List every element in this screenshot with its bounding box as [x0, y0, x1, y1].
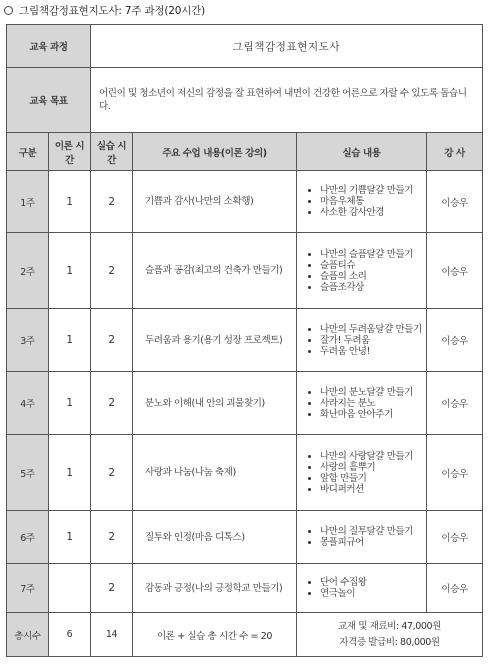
total-summary: 이론 + 실습 총 시간 수 = 20 — [133, 613, 297, 657]
materials-fee: 교재 및 재료비: 47,000원 — [338, 620, 441, 632]
topic: 감동과 긍정(나의 긍정학교 만들기) — [133, 564, 297, 613]
topic: 사랑과 나눔(나눔 축제) — [133, 435, 297, 511]
header-activities: 실습 내용 — [297, 133, 427, 171]
activity-item: • 나만의 분노달걀 만들기 — [320, 387, 423, 398]
activities-list — [300, 324, 423, 357]
week-label: 4주 — [7, 372, 49, 435]
header-practice-hours: 실습 시간 — [91, 133, 133, 171]
activities-cell — [297, 309, 427, 372]
table-row-week-2 — [7, 233, 483, 309]
instructor: 이승우 — [427, 564, 483, 613]
header-topic: 주요 수업 내용(이론 강의) — [133, 133, 297, 171]
topic: 분노와 이해(내 안의 괴물찾기) — [133, 372, 297, 435]
activities-cell — [297, 564, 427, 613]
course-row — [7, 25, 483, 68]
activity-item: • 슬픔티슈 — [320, 260, 423, 271]
practice-hours: 2 — [91, 372, 133, 435]
table-header-row — [7, 133, 483, 171]
week-label: 6주 — [7, 511, 49, 564]
fees-cell — [297, 613, 483, 657]
activity-item: • 나만의 두려움달걀 만들기 — [320, 324, 423, 335]
week-label: 7주 — [7, 564, 49, 613]
topic: 기쁨과 감사(나만의 소확행) — [133, 171, 297, 233]
practice-hours: 2 — [91, 564, 133, 613]
total-label: 총시수 — [7, 613, 49, 657]
activity-item: • 단어 수집왕 — [320, 577, 423, 588]
activities-cell — [297, 233, 427, 309]
activities-list — [300, 387, 423, 420]
theory-hours: 1 — [49, 511, 91, 564]
instructor: 이승우 — [427, 171, 483, 233]
instructor: 이승우 — [427, 435, 483, 511]
certificate-fee: 자격증 발급비: 80,000원 — [339, 636, 440, 648]
activity-item: • 화난마음 안아주기 — [320, 409, 423, 420]
practice-hours: 2 — [91, 511, 133, 564]
activities-list — [300, 526, 423, 548]
activity-item: • 사소한 감사안경 — [320, 207, 423, 218]
activity-item: • 나만의 기쁨달걀 만들기 — [320, 185, 423, 196]
activity-item: • 나만의 사랑달걀 만들기 — [320, 451, 423, 462]
goal-text: 어린이 및 청소년이 저신의 감정을 잘 표현하여 내면이 건강한 어른으로 자랄 수 있도록 돕습니다. — [91, 68, 483, 133]
activities-list — [300, 249, 423, 293]
total-practice: 14 — [91, 613, 133, 657]
activities-list — [300, 577, 423, 599]
activities-list — [300, 451, 423, 495]
instructor: 이승우 — [427, 309, 483, 372]
activity-item: • 나만의 질투달걀 만들기 — [320, 526, 423, 537]
activity-item: • 잘가! 두려움 — [320, 335, 423, 346]
week-label: 2주 — [7, 233, 49, 309]
header-week: 구분 — [7, 133, 49, 171]
instructor: 이승우 — [427, 233, 483, 309]
activities-cell — [297, 511, 427, 564]
week-label: 3주 — [7, 309, 49, 372]
table-row-week-5 — [7, 435, 483, 511]
page-title-text: 그림책감정표현지도사: 7주 과정(20시간) — [19, 4, 205, 17]
practice-hours: 2 — [91, 309, 133, 372]
total-row — [7, 613, 483, 657]
activity-item: • 사라지는 분노 — [320, 398, 423, 409]
course-label: 교육 과정 — [7, 25, 91, 68]
table-row-week-4 — [7, 372, 483, 435]
activity-item: • 바디퍼커션 — [320, 484, 423, 495]
instructor: 이승우 — [427, 511, 483, 564]
theory-hours: 1 — [49, 372, 91, 435]
activities-list — [300, 185, 423, 218]
total-theory: 6 — [49, 613, 91, 657]
course-name: 그림책감정표현지도사 — [91, 25, 483, 68]
theory-hours: 1 — [49, 435, 91, 511]
practice-hours: 2 — [91, 233, 133, 309]
activities-cell — [297, 372, 427, 435]
activity-item: • 몽플피규어 — [320, 537, 423, 548]
activity-item: • 사랑의 흩뿌기 — [320, 462, 423, 473]
topic: 질투와 인정(마음 디톡스) — [133, 511, 297, 564]
theory-hours: 1 — [49, 171, 91, 233]
theory-hours — [49, 564, 91, 613]
topic: 슬픔과 공감(최고의 건축가 만들기) — [133, 233, 297, 309]
activity-item: • 앞함 만들기 — [320, 473, 423, 484]
header-theory-hours: 이론 시간 — [49, 133, 91, 171]
table-row-week-1 — [7, 171, 483, 233]
table-row-week-6 — [7, 511, 483, 564]
goal-label: 교육 목표 — [7, 68, 91, 133]
header-instructor: 강 사 — [427, 133, 483, 171]
activity-item: • 슬픔조각상 — [320, 282, 423, 293]
activities-cell — [297, 435, 427, 511]
theory-hours: 1 — [49, 309, 91, 372]
theory-hours: 1 — [49, 233, 91, 309]
activity-item: • 두려움 안녕! — [320, 346, 423, 357]
circle-bullet-icon — [4, 6, 13, 15]
table-row-week-7 — [7, 564, 483, 613]
table-row-week-3 — [7, 309, 483, 372]
topic: 두려움과 용기(용기 성장 프로젝트) — [133, 309, 297, 372]
activity-item: • 연극놀이 — [320, 588, 423, 599]
activity-item: • 나만의 슬픔달걀 만들기 — [320, 249, 423, 260]
goal-row — [7, 68, 483, 133]
practice-hours: 2 — [91, 171, 133, 233]
activity-item: • 슬픔의 소리 — [320, 271, 423, 282]
page-title — [4, 2, 205, 18]
practice-hours: 2 — [91, 435, 133, 511]
instructor: 이승우 — [427, 372, 483, 435]
week-label: 1주 — [7, 171, 49, 233]
activity-item: • 마음우체통 — [320, 196, 423, 207]
week-label: 5주 — [7, 435, 49, 511]
course-plan-table — [6, 24, 483, 657]
activities-cell — [297, 171, 427, 233]
